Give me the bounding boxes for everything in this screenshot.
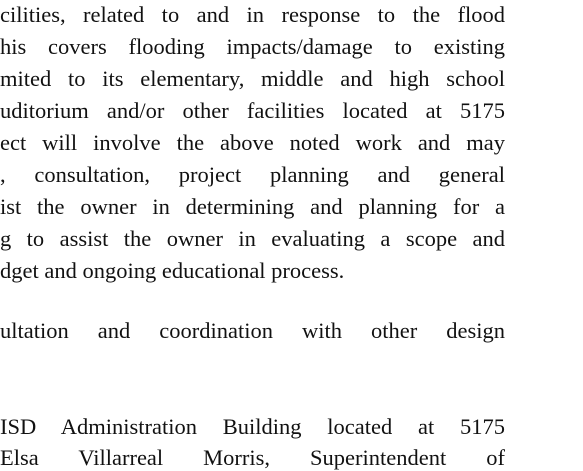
paragraph-3-line-2 bbox=[0, 445, 505, 471]
text-line: ISD Administration Building located at 5175 bbox=[0, 414, 505, 439]
text-line: dget and ongoing educational process. bbox=[0, 258, 345, 283]
text-line: mited to its elementary, middle and high school bbox=[0, 66, 505, 91]
paragraph-1-line-9 bbox=[0, 258, 344, 284]
paragraph-1-line-2 bbox=[0, 34, 505, 60]
paragraph-1-line-6 bbox=[0, 162, 505, 188]
paragraph-1-line-1 bbox=[0, 2, 505, 28]
paragraph-1-line-3 bbox=[0, 66, 505, 92]
text-line: ultation and coordination with other design bbox=[0, 318, 505, 343]
paragraph-1-line-7 bbox=[0, 194, 505, 220]
paragraph-2-line-1 bbox=[0, 318, 505, 344]
text-line: uditorium and/or other facilities located at 5175 bbox=[0, 98, 505, 123]
text-line: Elsa Villarreal Morris, Superintendent of bbox=[0, 445, 505, 470]
text-line: ect will involve the above noted work and may bbox=[0, 130, 505, 155]
paragraph-1-line-5 bbox=[0, 130, 505, 156]
text-line: ist the owner in determining and planning for a bbox=[0, 194, 505, 219]
text-line: , consultation, project planning and general bbox=[0, 162, 505, 187]
paragraph-1-line-4 bbox=[0, 98, 505, 124]
text-line: his covers flooding impacts/damage to existing bbox=[0, 34, 505, 59]
paragraph-3-line-1 bbox=[0, 414, 505, 440]
text-line: g to assist the owner in evaluating a scope and bbox=[0, 226, 505, 251]
paragraph-1-line-8 bbox=[0, 226, 505, 252]
text-line: cilities, related to and in response to the flood bbox=[0, 2, 505, 27]
